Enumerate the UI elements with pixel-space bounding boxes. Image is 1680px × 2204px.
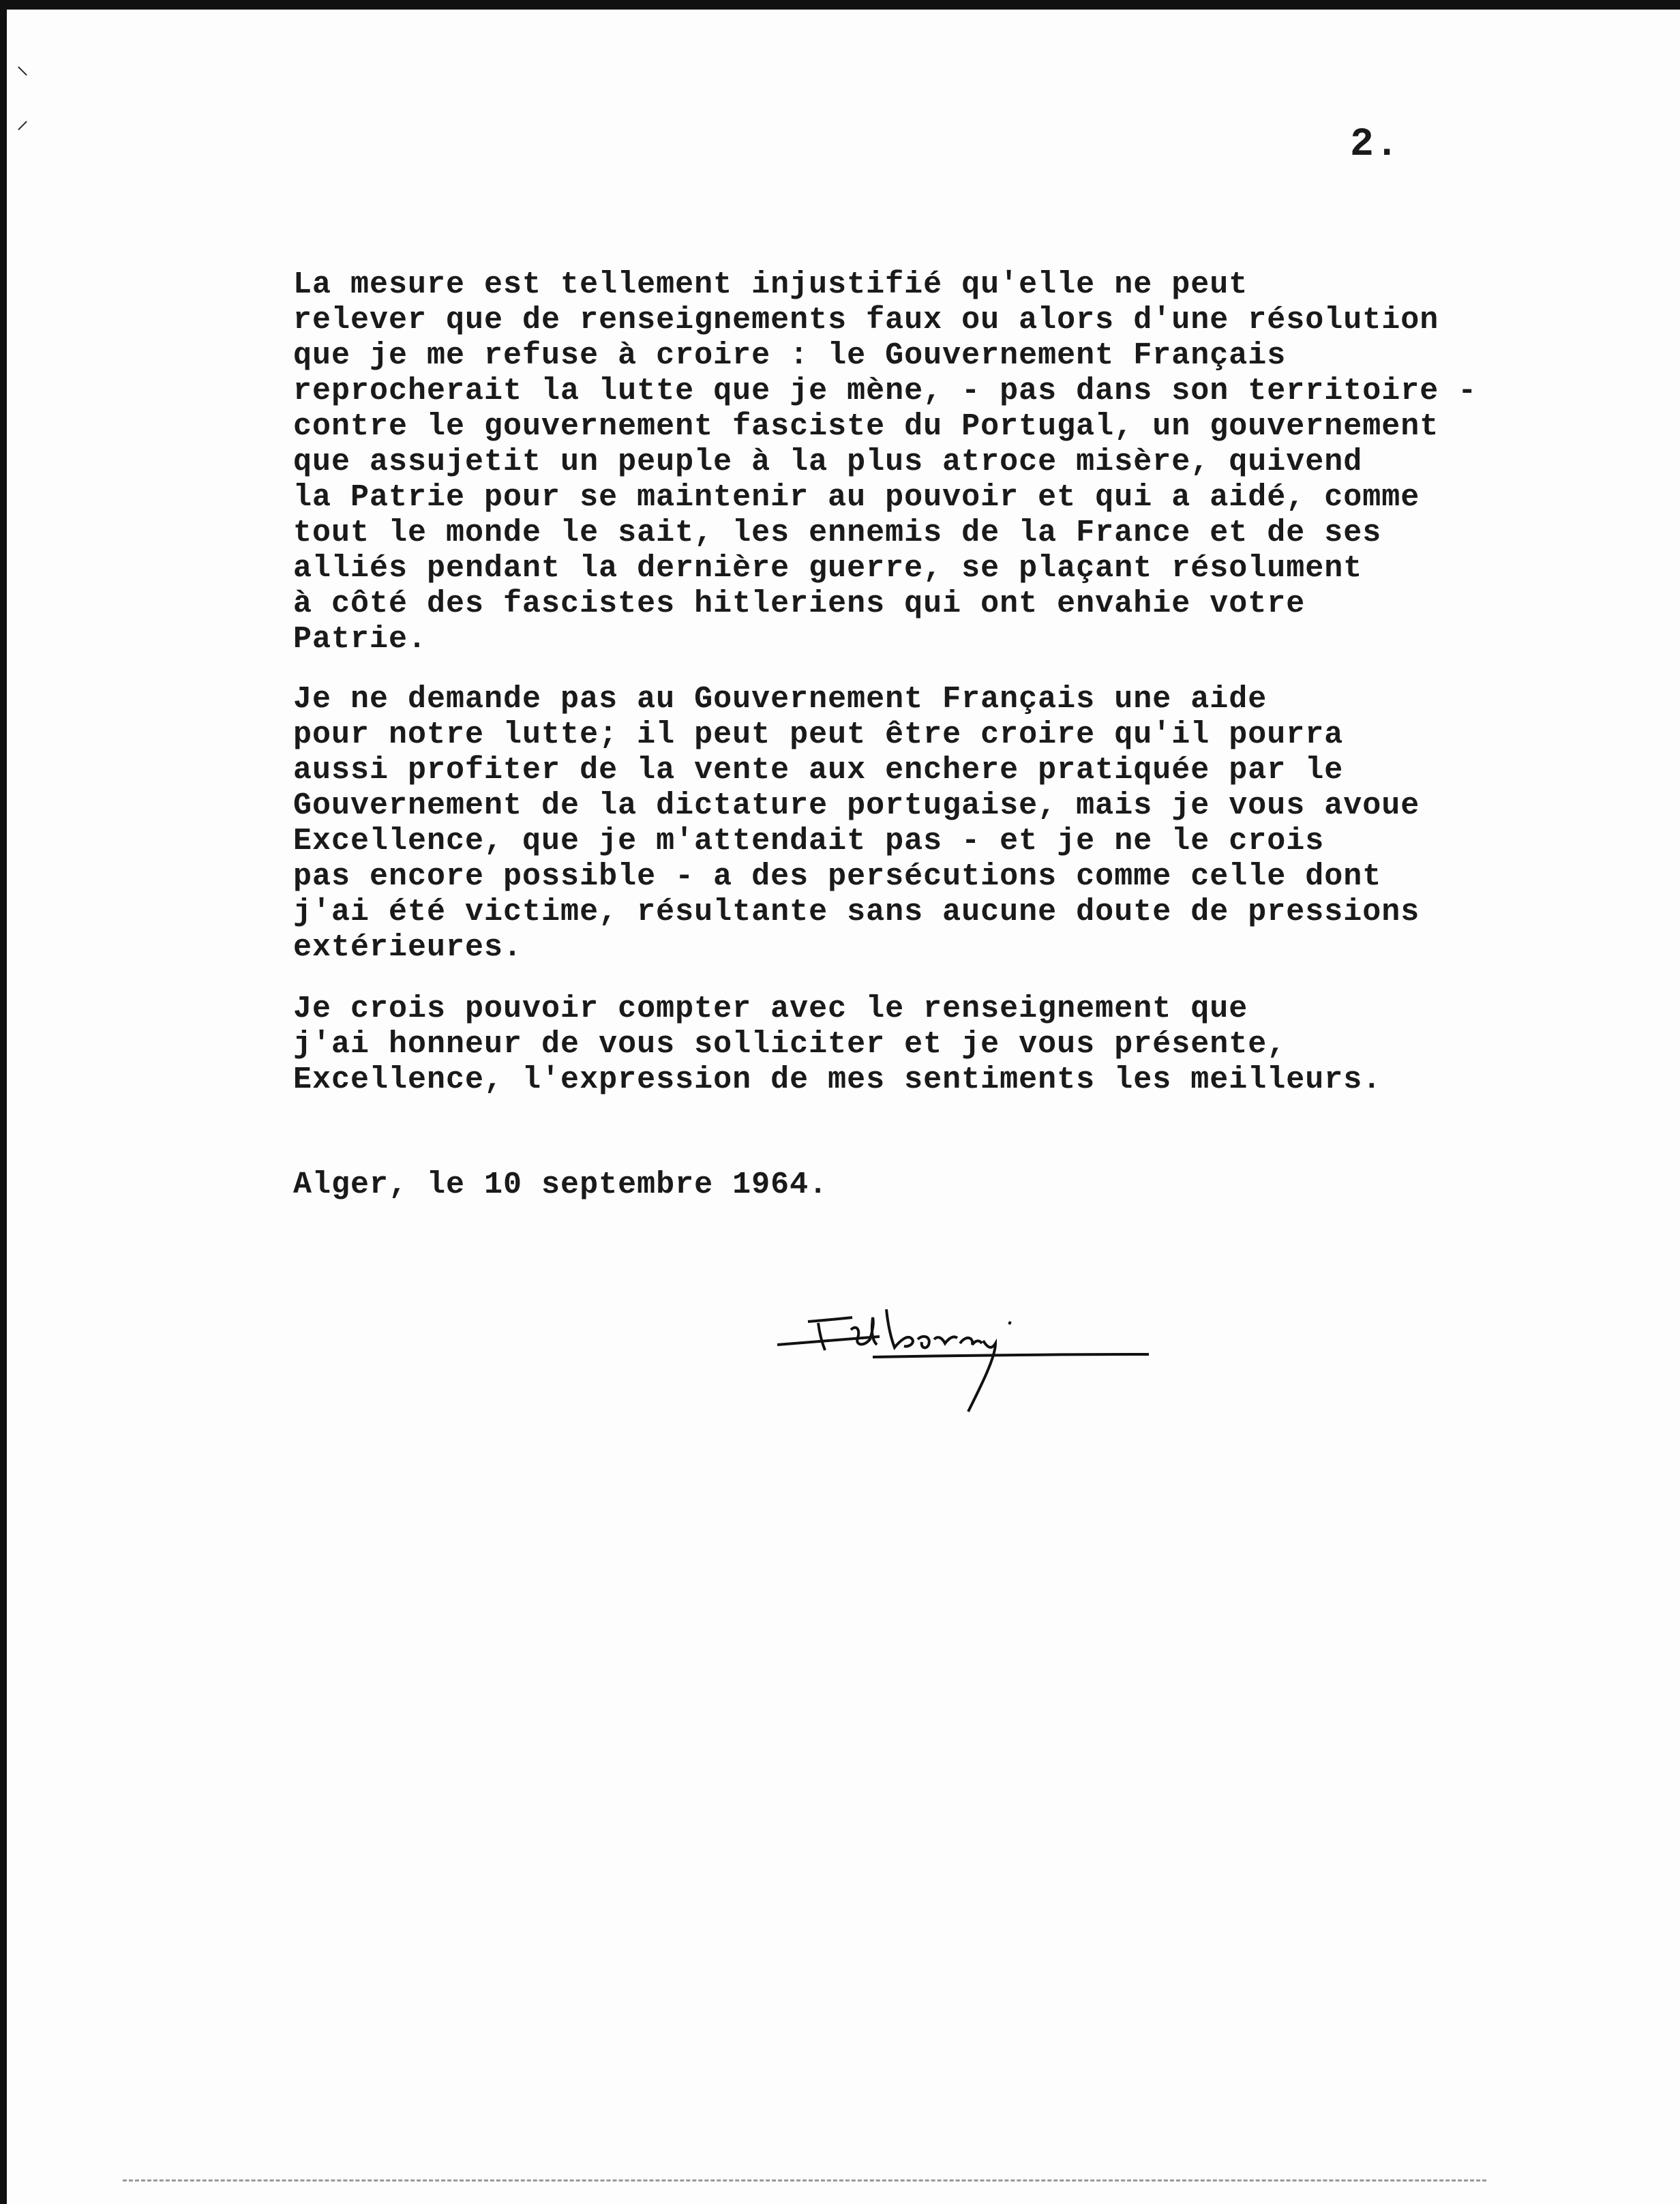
scan-edge-top xyxy=(0,0,1680,10)
letter-paragraph-3: Je crois pouvoir compter avec le renseignement que j'ai honneur de vous solliciter et je vous présente, Excellence, l'expression de mes sentiments les meilleurs. xyxy=(293,992,1382,1097)
letter-paragraph-1: La mesure est tellement injustifié qu'elle ne peut relever que de renseignements faux ou alors d'une résolution que je me refuse à croire : le Gouvernement Français reprocherait la lutte que je mène, - pas dans son territoire - contre le gouvernement fasciste du Portugal, un gouvernement que assujetit un peuple à la plus atroce misère, quivend la Patrie pour se maintenir au pouvoir et qui a aidé, comme tout le monde le sait, les ennemis de la France et de ses alliés pendant la dernière guerre, se plaçant résolument à côté des fascistes hitleriens qui ont envahie votre Patrie. xyxy=(293,267,1478,657)
page-number: 2. xyxy=(1350,123,1400,167)
dateline: Alger, le 10 septembre 1964. xyxy=(293,1167,828,1202)
margin-mark-top: ⸜ xyxy=(16,53,29,81)
letter-paragraph-2: Je ne demande pas au Gouvernement Français une aide pour notre lutte; il peut peut être croire qu'il pourra aussi profiter de la vente aux enchere pratiquée par le Gouvernement de la dictature portugaise, mais je vous avoue Excellence, que je m'attendait pas - et je ne le crois pas encore possible - a des persécutions comme celle dont j'ai été victime, résultante sans aucune doute de pressions extérieures. xyxy=(293,682,1420,965)
margin-mark-lower: ⸝ xyxy=(16,108,29,136)
scan-edge-left xyxy=(0,0,7,2204)
handwritten-signature xyxy=(770,1282,1152,1418)
scan-footer-artifact xyxy=(123,2179,1486,2184)
